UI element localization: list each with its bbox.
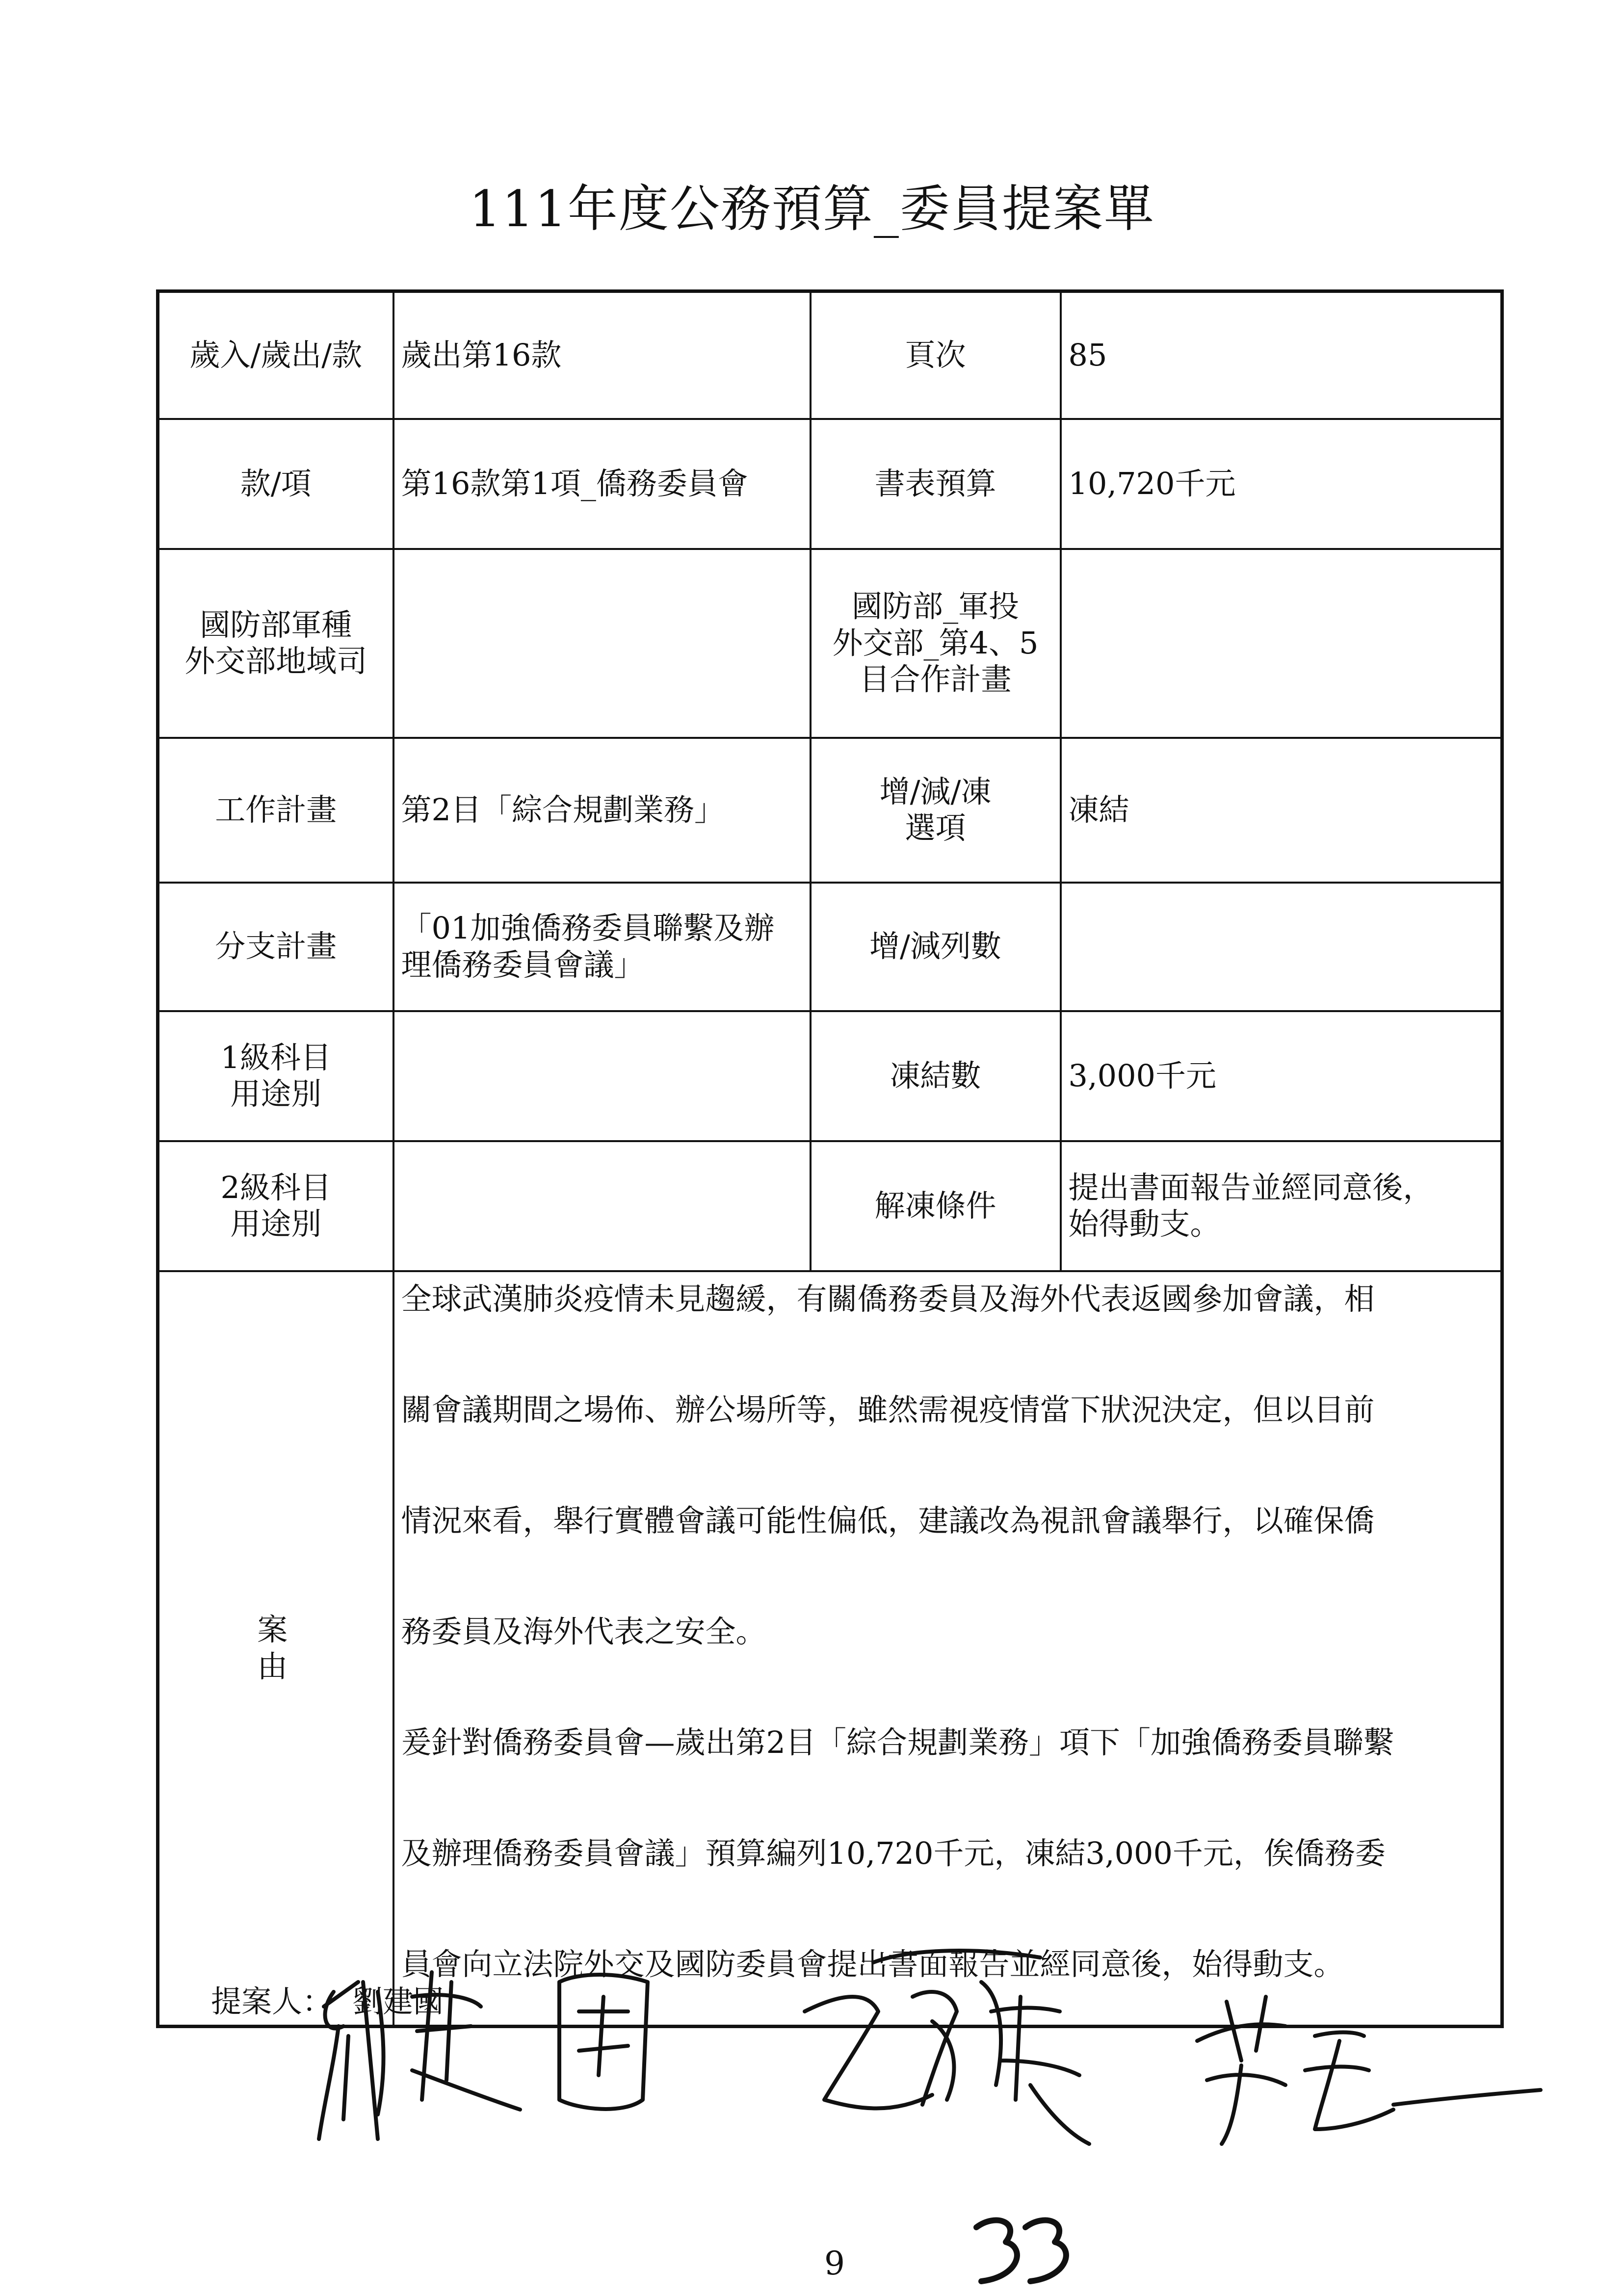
label-budget-amount: 書表預算 [811,419,1061,549]
reason-line: 關會議期間之場佈、辦公場所等，雖然需視疫情當下狀況決定，但以目前 [401,1391,1375,1428]
label-budget-category: 歲入/歲出/款 [158,291,393,419]
value-page: 85 [1061,291,1502,419]
signature-1 [304,1953,726,2159]
proposer-name: 劉建國 [352,1983,444,2019]
value-budget-amount: 10,720千元 [1061,419,1502,549]
label-adjust-amount: 增/減列數 [811,883,1061,1011]
value-work-plan: 第2目「綜合規劃業務」 [393,738,811,883]
reason-line: 員會向立法院外交及國防委員會提出書面報告並經同意後，始得動支。 [401,1946,1344,1982]
value-adjust-amount [1061,883,1502,1011]
label-work-plan: 工作計畫 [158,738,393,883]
reason-line: 情況來看，舉行實體會議可能性偏低，建議改為視訊會議舉行，以確保僑 [401,1502,1375,1539]
value-cooperation-plan [1061,549,1502,738]
label-page: 頁次 [811,291,1061,419]
reason-line: 及辦理僑務委員會議」預算編列10,720千元，凍結3,000千元，俟僑務委 [401,1835,1386,1871]
label-reason: 案由 [158,1271,393,2027]
value-branch-plan: 「01加強僑務委員聯繫及辦 理僑務委員會議」 [393,883,811,1011]
table-row [158,738,1502,883]
proposal-form-table [156,289,1504,2028]
table-row [158,419,1502,549]
value-level1-subject [393,1011,811,1141]
signature-2 [785,1938,1119,2164]
label-ministry-department: 國防部軍種 外交部地域司 [158,549,393,738]
reason-line: 全球武漢肺炎疫情未見趨緩，有關僑務委員及海外代表返國參加會議，相 [401,1280,1375,1317]
value-ministry-department [393,549,811,738]
reason-line: 爰針對僑務委員會—歲出第2目「綜合規劃業務」項下「加強僑務委員聯繫 [401,1724,1394,1760]
handwritten-number [962,2208,1079,2291]
label-level1-subject: 1級科目 用途別 [158,1011,393,1141]
label-section-item: 款/項 [158,419,393,549]
table-row-reason [158,1271,1502,2027]
table-row [158,291,1502,419]
table-row [158,549,1502,738]
value-adjust-option: 凍結 [1061,738,1502,883]
reason-line: 務委員及海外代表之安全。 [401,1613,766,1649]
form-title: 111年度公務預算_委員提案單 [469,180,1155,238]
table-row [158,883,1502,1011]
label-adjust-option: 增/減/凍 選項 [811,738,1061,883]
reason-text [393,1271,1502,2027]
label-unfreeze-condition: 解凍條件 [811,1141,1061,1271]
page-number: 9 [824,2244,845,2282]
label-branch-plan: 分支計畫 [158,883,393,1011]
label-cooperation-plan: 國防部_軍投 外交部_第4、5 目合作計畫 [811,549,1061,738]
label-frozen-amount: 凍結數 [811,1011,1061,1141]
proposer-label: 提案人： [211,1983,333,2019]
label-level2-subject: 2級科目 用途別 [158,1141,393,1271]
value-budget-category: 歲出第16款 [393,291,811,419]
value-section-item: 第16款第1項_僑務委員會 [393,419,811,549]
value-unfreeze-condition: 提出書面報告並經同意後， 始得動支。 [1061,1141,1502,1271]
signature-3 [1168,1982,1560,2159]
value-frozen-amount: 3,000千元 [1061,1011,1502,1141]
table-row [158,1011,1502,1141]
